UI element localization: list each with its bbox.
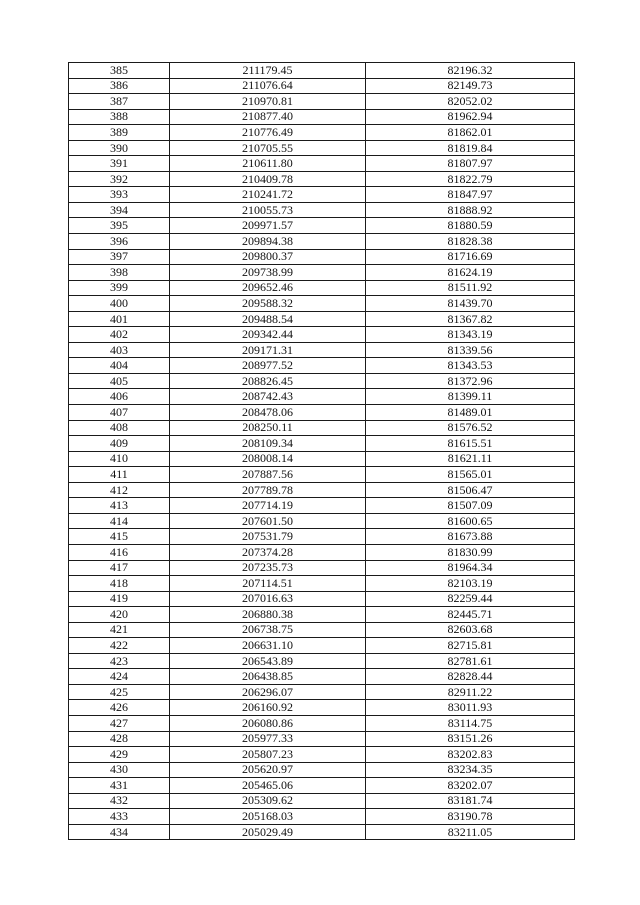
x-coordinate-cell: 207601.50	[170, 513, 366, 529]
point-number-cell: 420	[69, 607, 170, 623]
x-coordinate-cell: 205029.49	[170, 824, 366, 840]
x-coordinate-cell: 206160.92	[170, 700, 366, 716]
x-coordinate-cell: 207789.78	[170, 482, 366, 498]
table-row	[69, 560, 575, 576]
x-coordinate-cell: 210970.81	[170, 94, 366, 110]
y-coordinate-cell: 81511.92	[366, 280, 575, 296]
table-row	[69, 156, 575, 172]
point-number-cell: 434	[69, 824, 170, 840]
x-coordinate-cell: 206880.38	[170, 607, 366, 623]
y-coordinate-cell: 82196.32	[366, 63, 575, 79]
x-coordinate-cell: 210409.78	[170, 171, 366, 187]
table-row	[69, 700, 575, 716]
x-coordinate-cell: 207235.73	[170, 560, 366, 576]
point-number-cell: 429	[69, 747, 170, 763]
point-number-cell: 405	[69, 373, 170, 389]
point-number-cell: 385	[69, 63, 170, 79]
point-number-cell: 407	[69, 405, 170, 421]
x-coordinate-cell: 209342.44	[170, 327, 366, 343]
x-coordinate-cell: 210877.40	[170, 109, 366, 125]
x-coordinate-cell: 205465.06	[170, 778, 366, 794]
y-coordinate-cell: 81367.82	[366, 311, 575, 327]
x-coordinate-cell: 208742.43	[170, 389, 366, 405]
table-row	[69, 715, 575, 731]
point-number-cell: 387	[69, 94, 170, 110]
point-number-cell: 402	[69, 327, 170, 343]
x-coordinate-cell: 209488.54	[170, 311, 366, 327]
coordinates-table-body	[69, 63, 575, 840]
point-number-cell: 410	[69, 451, 170, 467]
y-coordinate-cell: 81962.94	[366, 109, 575, 125]
y-coordinate-cell: 83011.93	[366, 700, 575, 716]
point-number-cell: 392	[69, 171, 170, 187]
y-coordinate-cell: 83211.05	[366, 824, 575, 840]
x-coordinate-cell: 209171.31	[170, 342, 366, 358]
x-coordinate-cell: 206296.07	[170, 684, 366, 700]
table-row	[69, 576, 575, 592]
y-coordinate-cell: 81807.97	[366, 156, 575, 172]
y-coordinate-cell: 81880.59	[366, 218, 575, 234]
y-coordinate-cell: 81862.01	[366, 125, 575, 141]
table-row	[69, 125, 575, 141]
x-coordinate-cell: 205807.23	[170, 747, 366, 763]
point-number-cell: 390	[69, 140, 170, 156]
table-row	[69, 731, 575, 747]
point-number-cell: 396	[69, 234, 170, 250]
point-number-cell: 425	[69, 684, 170, 700]
point-number-cell: 411	[69, 467, 170, 483]
y-coordinate-cell: 81576.52	[366, 420, 575, 436]
x-coordinate-cell: 208109.34	[170, 436, 366, 452]
x-coordinate-cell: 206080.86	[170, 715, 366, 731]
y-coordinate-cell: 81615.51	[366, 436, 575, 452]
table-row	[69, 793, 575, 809]
x-coordinate-cell: 208478.06	[170, 405, 366, 421]
x-coordinate-cell: 207016.63	[170, 591, 366, 607]
table-row	[69, 327, 575, 343]
point-number-cell: 422	[69, 638, 170, 654]
table-row	[69, 249, 575, 265]
point-number-cell: 421	[69, 622, 170, 638]
point-number-cell: 426	[69, 700, 170, 716]
point-number-cell: 413	[69, 498, 170, 514]
point-number-cell: 424	[69, 669, 170, 685]
table-row	[69, 622, 575, 638]
table-row	[69, 467, 575, 483]
x-coordinate-cell: 205620.97	[170, 762, 366, 778]
table-row	[69, 389, 575, 405]
table-row	[69, 809, 575, 825]
table-row	[69, 311, 575, 327]
point-number-cell: 415	[69, 529, 170, 545]
x-coordinate-cell: 209800.37	[170, 249, 366, 265]
point-number-cell: 418	[69, 576, 170, 592]
y-coordinate-cell: 82259.44	[366, 591, 575, 607]
point-number-cell: 433	[69, 809, 170, 825]
y-coordinate-cell: 83202.83	[366, 747, 575, 763]
point-number-cell: 397	[69, 249, 170, 265]
table-row	[69, 342, 575, 358]
y-coordinate-cell: 82911.22	[366, 684, 575, 700]
table-row	[69, 78, 575, 94]
point-number-cell: 394	[69, 202, 170, 218]
y-coordinate-cell: 81847.97	[366, 187, 575, 203]
table-row	[69, 778, 575, 794]
x-coordinate-cell: 209652.46	[170, 280, 366, 296]
point-number-cell: 389	[69, 125, 170, 141]
point-number-cell: 431	[69, 778, 170, 794]
y-coordinate-cell: 82103.19	[366, 576, 575, 592]
y-coordinate-cell: 82828.44	[366, 669, 575, 685]
y-coordinate-cell: 81819.84	[366, 140, 575, 156]
point-number-cell: 393	[69, 187, 170, 203]
y-coordinate-cell: 81439.70	[366, 296, 575, 312]
y-coordinate-cell: 82149.73	[366, 78, 575, 94]
table-row	[69, 140, 575, 156]
x-coordinate-cell: 208250.11	[170, 420, 366, 436]
x-coordinate-cell: 205309.62	[170, 793, 366, 809]
x-coordinate-cell: 207374.28	[170, 544, 366, 560]
y-coordinate-cell: 81343.19	[366, 327, 575, 343]
table-row	[69, 638, 575, 654]
point-number-cell: 398	[69, 265, 170, 281]
table-row	[69, 513, 575, 529]
table-row	[69, 482, 575, 498]
x-coordinate-cell: 206738.75	[170, 622, 366, 638]
point-number-cell: 388	[69, 109, 170, 125]
table-row	[69, 280, 575, 296]
y-coordinate-cell: 82603.68	[366, 622, 575, 638]
coordinates-table	[68, 62, 575, 840]
table-row	[69, 653, 575, 669]
y-coordinate-cell: 81964.34	[366, 560, 575, 576]
table-row	[69, 405, 575, 421]
point-number-cell: 427	[69, 715, 170, 731]
table-row	[69, 265, 575, 281]
point-number-cell: 386	[69, 78, 170, 94]
point-number-cell: 430	[69, 762, 170, 778]
x-coordinate-cell: 210776.49	[170, 125, 366, 141]
table-row	[69, 358, 575, 374]
table-row	[69, 420, 575, 436]
point-number-cell: 414	[69, 513, 170, 529]
x-coordinate-cell: 206543.89	[170, 653, 366, 669]
table-row	[69, 109, 575, 125]
table-row	[69, 824, 575, 840]
point-number-cell: 400	[69, 296, 170, 312]
y-coordinate-cell: 81822.79	[366, 171, 575, 187]
y-coordinate-cell: 83151.26	[366, 731, 575, 747]
x-coordinate-cell: 209588.32	[170, 296, 366, 312]
x-coordinate-cell: 207114.51	[170, 576, 366, 592]
point-number-cell: 412	[69, 482, 170, 498]
y-coordinate-cell: 82052.02	[366, 94, 575, 110]
point-number-cell: 417	[69, 560, 170, 576]
x-coordinate-cell: 205977.33	[170, 731, 366, 747]
x-coordinate-cell: 207714.19	[170, 498, 366, 514]
point-number-cell: 409	[69, 436, 170, 452]
y-coordinate-cell: 81343.53	[366, 358, 575, 374]
x-coordinate-cell: 210055.73	[170, 202, 366, 218]
y-coordinate-cell: 83190.78	[366, 809, 575, 825]
x-coordinate-cell: 208008.14	[170, 451, 366, 467]
table-row	[69, 591, 575, 607]
point-number-cell: 395	[69, 218, 170, 234]
point-number-cell: 428	[69, 731, 170, 747]
x-coordinate-cell: 210241.72	[170, 187, 366, 203]
x-coordinate-cell: 208977.52	[170, 358, 366, 374]
point-number-cell: 403	[69, 342, 170, 358]
y-coordinate-cell: 83181.74	[366, 793, 575, 809]
y-coordinate-cell: 81621.11	[366, 451, 575, 467]
y-coordinate-cell: 81828.38	[366, 234, 575, 250]
y-coordinate-cell: 81339.56	[366, 342, 575, 358]
y-coordinate-cell: 82781.61	[366, 653, 575, 669]
table-row	[69, 234, 575, 250]
point-number-cell: 432	[69, 793, 170, 809]
point-number-cell: 404	[69, 358, 170, 374]
table-row	[69, 63, 575, 79]
point-number-cell: 419	[69, 591, 170, 607]
point-number-cell: 401	[69, 311, 170, 327]
x-coordinate-cell: 210705.55	[170, 140, 366, 156]
x-coordinate-cell: 209894.38	[170, 234, 366, 250]
x-coordinate-cell: 209738.99	[170, 265, 366, 281]
y-coordinate-cell: 83202.07	[366, 778, 575, 794]
x-coordinate-cell: 206631.10	[170, 638, 366, 654]
y-coordinate-cell: 81673.88	[366, 529, 575, 545]
table-row	[69, 607, 575, 623]
y-coordinate-cell: 82715.81	[366, 638, 575, 654]
x-coordinate-cell: 209971.57	[170, 218, 366, 234]
y-coordinate-cell: 81565.01	[366, 467, 575, 483]
y-coordinate-cell: 82445.71	[366, 607, 575, 623]
y-coordinate-cell: 81399.11	[366, 389, 575, 405]
table-row	[69, 373, 575, 389]
table-row	[69, 202, 575, 218]
table-row	[69, 747, 575, 763]
table-row	[69, 762, 575, 778]
table-row	[69, 187, 575, 203]
x-coordinate-cell: 206438.85	[170, 669, 366, 685]
x-coordinate-cell: 207531.79	[170, 529, 366, 545]
x-coordinate-cell: 207887.56	[170, 467, 366, 483]
point-number-cell: 408	[69, 420, 170, 436]
x-coordinate-cell: 211076.64	[170, 78, 366, 94]
y-coordinate-cell: 81372.96	[366, 373, 575, 389]
table-row	[69, 436, 575, 452]
x-coordinate-cell: 211179.45	[170, 63, 366, 79]
y-coordinate-cell: 81600.65	[366, 513, 575, 529]
point-number-cell: 423	[69, 653, 170, 669]
y-coordinate-cell: 83114.75	[366, 715, 575, 731]
x-coordinate-cell: 205168.03	[170, 809, 366, 825]
table-row	[69, 544, 575, 560]
table-row	[69, 529, 575, 545]
y-coordinate-cell: 81506.47	[366, 482, 575, 498]
table-row	[69, 296, 575, 312]
y-coordinate-cell: 81489.01	[366, 405, 575, 421]
x-coordinate-cell: 208826.45	[170, 373, 366, 389]
table-row	[69, 171, 575, 187]
table-row	[69, 218, 575, 234]
y-coordinate-cell: 81507.09	[366, 498, 575, 514]
table-row	[69, 451, 575, 467]
x-coordinate-cell: 210611.80	[170, 156, 366, 172]
point-number-cell: 406	[69, 389, 170, 405]
y-coordinate-cell: 81888.92	[366, 202, 575, 218]
table-row	[69, 669, 575, 685]
table-row	[69, 498, 575, 514]
y-coordinate-cell: 83234.35	[366, 762, 575, 778]
y-coordinate-cell: 81716.69	[366, 249, 575, 265]
y-coordinate-cell: 81624.19	[366, 265, 575, 281]
table-row	[69, 684, 575, 700]
point-number-cell: 399	[69, 280, 170, 296]
point-number-cell: 391	[69, 156, 170, 172]
y-coordinate-cell: 81830.99	[366, 544, 575, 560]
point-number-cell: 416	[69, 544, 170, 560]
table-row	[69, 94, 575, 110]
